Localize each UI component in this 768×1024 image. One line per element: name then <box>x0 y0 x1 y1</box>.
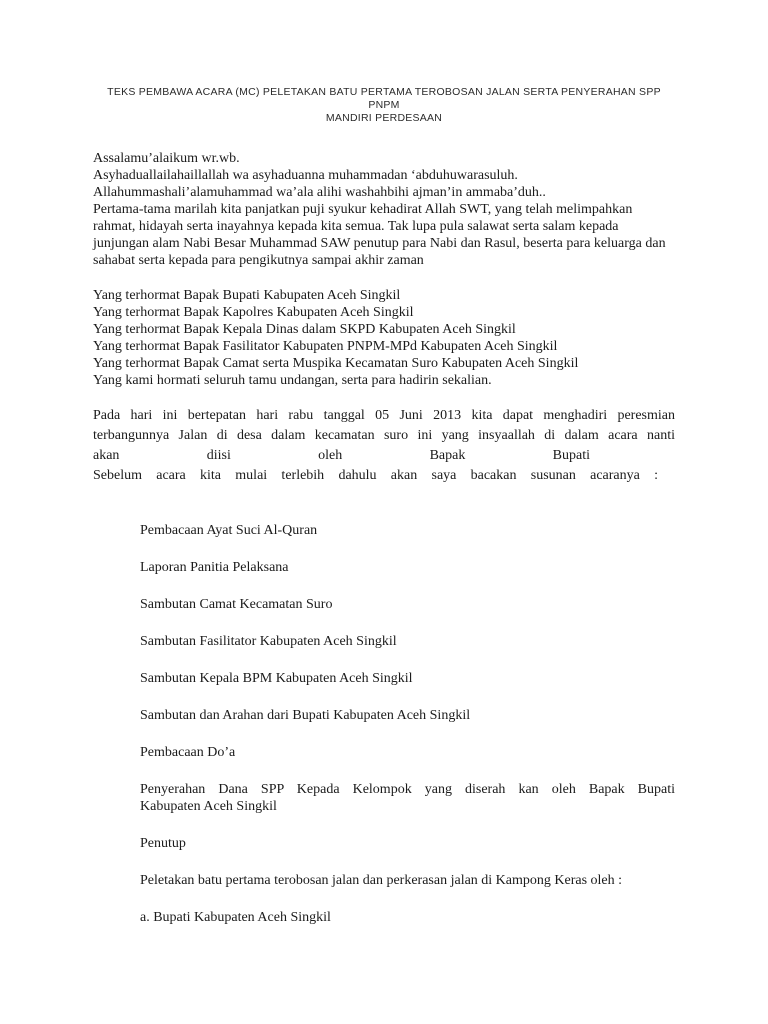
agenda-item-text: Sambutan Camat Kecamatan Suro <box>140 597 333 612</box>
agenda-list <box>93 522 675 926</box>
agenda-item <box>140 522 675 539</box>
honorific-line: Yang terhormat Bapak Camat serta Muspika Kecamatan Suro Kabupaten Aceh Singkil <box>93 356 579 371</box>
agenda-item <box>140 633 675 650</box>
opening-line: Allahummashali’alamuhammad wa’ala alihi washahbihi ajman’in ammaba’duh.. <box>93 185 546 200</box>
opening-line: Pertama-tama marilah kita panjatkan puji syukur kehadirat Allah SWT, yang telah melimpahkan <box>93 202 633 217</box>
agenda-item-text: Penutup <box>140 836 186 851</box>
agenda-item-text: Kabupaten Aceh Singkil <box>140 799 277 814</box>
agenda-item-text: Peletakan batu pertama terobosan jalan dan perkerasan jalan di Kampong Keras oleh : <box>140 873 623 888</box>
honorific-line: Yang terhormat Bapak Bupati Kabupaten Aceh Singkil <box>93 288 401 303</box>
honorific-line: Yang kami hormati seluruh tamu undangan, serta para hadirin sekalian. <box>93 373 492 388</box>
opening-paragraph <box>93 150 675 269</box>
agenda-item-text: Pembacaan Do’a <box>140 745 236 760</box>
agenda-item <box>140 835 675 852</box>
intro-line: Pada hari ini bertepatan hari rabu tanggal 05 Juni 2013 kita dapat menghadiri peresmian <box>93 408 675 423</box>
opening-line: sahabat serta kepada para pengikutnya sampai akhir zaman <box>93 253 424 268</box>
title-line: MANDIRI PERDESAAN <box>325 112 443 124</box>
opening-line: rahmat, hidayah serta inayahnya kepada kita semua. Tak lupa pula salawat serta salam kepada <box>93 219 619 234</box>
document-title <box>93 86 675 125</box>
agenda-item-text: Pembacaan Ayat Suci Al-Quran <box>140 523 318 538</box>
agenda-item <box>140 707 675 724</box>
opening-line: junjungan alam Nabi Besar Muhammad SAW penutup para Nabi dan Rasul, beserta para keluarga dan <box>93 236 666 251</box>
agenda-item-text: Sambutan dan Arahan dari Bupati Kabupaten Aceh Singkil <box>140 708 471 723</box>
agenda-item-text: a. Bupati Kabupaten Aceh Singkil <box>140 910 331 925</box>
agenda-item <box>140 670 675 687</box>
honorific-line: Yang terhormat Bapak Fasilitator Kabupaten PNPM-MPd Kabupaten Aceh Singkil <box>93 339 558 354</box>
honorific-line: Yang terhormat Bapak Kapolres Kabupaten Aceh Singkil <box>93 305 414 320</box>
agenda-item <box>140 872 675 889</box>
agenda-item <box>140 781 675 815</box>
intro-paragraph <box>93 406 675 486</box>
agenda-item <box>140 744 675 761</box>
agenda-item <box>140 909 675 926</box>
intro-line: akan diisi oleh Bapak Bupati <box>93 448 590 463</box>
honorifics-paragraph <box>93 287 675 389</box>
agenda-item <box>140 596 675 613</box>
intro-line: terbangunnya Jalan di desa dalam kecamatan suro ini yang insyaallah di dalam acara nanti <box>93 428 675 443</box>
agenda-item-text: Sambutan Kepala BPM Kabupaten Aceh Singkil <box>140 671 413 686</box>
honorific-line: Yang terhormat Bapak Kepala Dinas dalam SKPD Kabupaten Aceh Singkil <box>93 322 516 337</box>
agenda-item <box>140 559 675 576</box>
agenda-item-text: Sambutan Fasilitator Kabupaten Aceh Singkil <box>140 634 397 649</box>
agenda-item-text: Penyerahan Dana SPP Kepada Kelompok yang diserah kan oleh Bapak Bupati <box>140 782 675 797</box>
agenda-item-text: Laporan Panitia Pelaksana <box>140 560 289 575</box>
opening-line: Asyhaduallailahaillallah wa asyhaduanna muhammadan ‘abduhuwarasuluh. <box>93 168 518 183</box>
title-line: TEKS PEMBAWA ACARA (MC) PELETAKAN BATU PERTAMA TEROBOSAN JALAN SERTA PENYERAHAN SPP PNPM <box>107 86 661 111</box>
intro-line: Sebelum acara kita mulai terlebih dahulu akan saya bacakan susunan acaranya : <box>93 468 658 483</box>
opening-line: Assalamu’alaikum wr.wb. <box>93 151 240 166</box>
